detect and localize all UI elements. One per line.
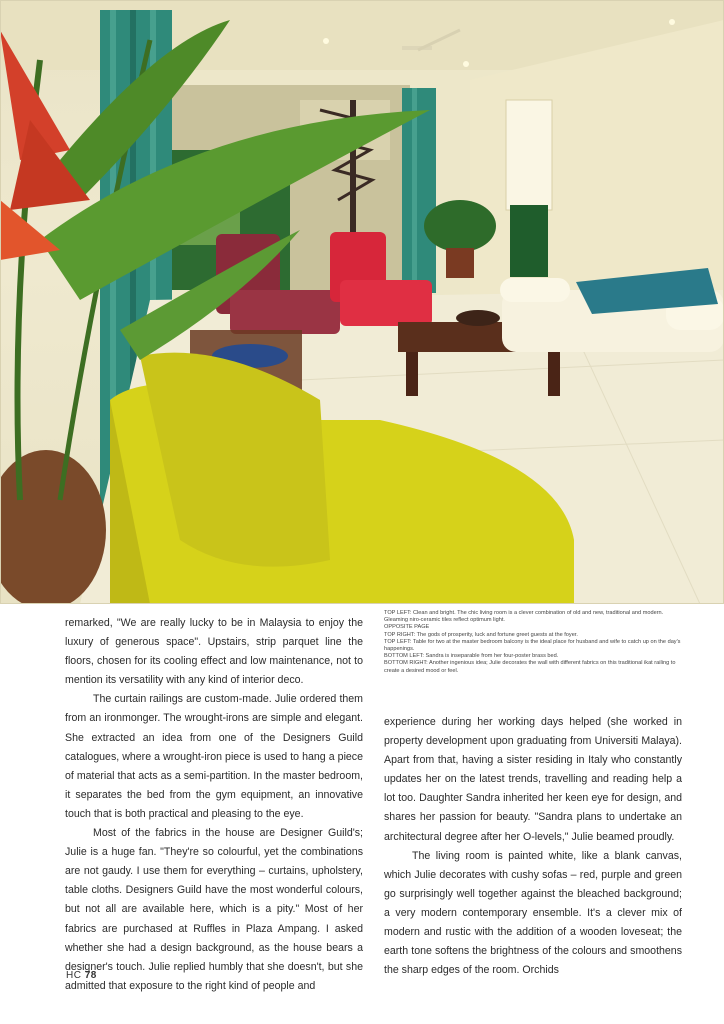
- page-number: 78: [84, 970, 97, 981]
- caption-line: TOP RIGHT: The gods of prosperity, luck and fortune greet guests at the foyer.: [384, 631, 578, 638]
- article-left-column: [65, 614, 363, 996]
- caption-line: TOP LEFT: Table for two at the master bedroom balcony is the ideal place for husband and wife to catch up on the day's happenings.: [384, 638, 681, 653]
- paragraph: The curtain railings are custom-made. Julie ordered them from an ironmonger. The wrought-irons are simple and elegant. She extracted an idea from one of the Designers Guild catalogues, where a wrought-iron piece is used to hang a piece of material that acts as a semi-partition. In the master bedroom, it separates the bed from the gym equipment, an innovative touch that is both practical and pleasing to the eye.: [65, 693, 363, 820]
- caption-line: BOTTOM LEFT: Sandra is inseparable from her four-poster brass bed.: [384, 653, 559, 660]
- caption-line: BOTTOM RIGHT: Another ingenious idea; Julie decorates the wall with different fabrics on this traditional ikat railing to create a desired mood or feel.: [384, 660, 676, 674]
- paragraph: remarked, "We are really lucky to be in Malaysia to enjoy the luxury of generous space". Upstairs, strip parquet line the floors, chosen for its cooling effect and low maintenance, not to mention its versatility with any kind of interior deco.: [65, 617, 363, 687]
- caption-line: TOP LEFT: Clean and bright. The chic living room is a clever combination of old and new, traditional and modern. Gleaming niro-ceramic tiles reflect optimum light.: [384, 610, 664, 624]
- paragraph: Most of the fabrics in the house are Designer Guild's; Julie is a huge fan. "They're so colourful, yet the combinations are not gaudy. I use them for everything – curtains, upholstery, table cloths. Designers Guild have the most wonderful colours, but not all are available here, which is a pity." Most of her fabrics are purchased at Ruffles in Plaza Ampang. I asked whether she had a design background, as the house bears a designer's touch. Julie replied humbly that she doesn't, but she admitted that exposure to the right kind of people and: [65, 827, 363, 992]
- paragraph: experience during her working days helped (she worked in property development upon graduating from Universiti Malaya). Apart from that, having a sister residing in Italy who constantly updates her on the latest trends, travelling and reading help a lot too. Daughter Sandra inherited her keen eye for design, and shares her passion for beauty. "Sandra plans to undertake an architectural degree after her O-levels," Julie beamed proudly.: [384, 716, 682, 843]
- caption-line: OPPOSITE PAGE: [384, 624, 430, 631]
- paragraph: The living room is painted white, like a blank canvas, which Julie decorates with cushy sofas – red, purple and green go surprisingly well together against the bleached background; a very modern contemporary ensemble. It's a clever mix of modern and rustic with the addition of a wooden loveseat; the earth tone softens the brightness of the colours and smoothens the sharp edges of the room. Orchids: [384, 849, 682, 977]
- magazine-abbrev: HC: [66, 970, 82, 981]
- article-right-column: [384, 713, 682, 980]
- photo-captions: [384, 610, 684, 675]
- page-folio: [66, 970, 97, 981]
